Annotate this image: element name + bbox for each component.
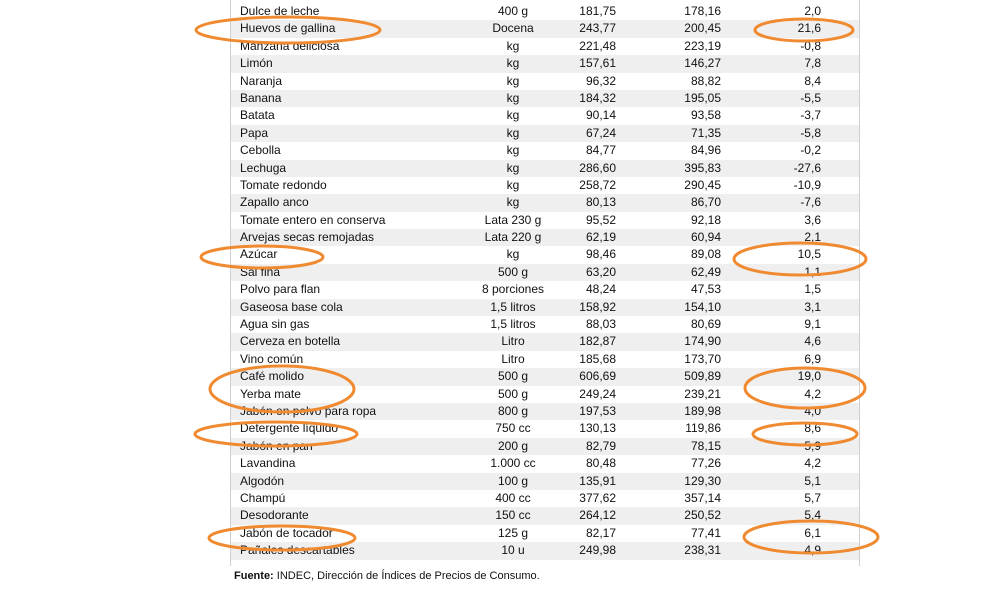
product-name-cell: Tomate redondo xyxy=(240,177,327,192)
price-previous-cell: 357,14 xyxy=(684,490,721,505)
product-name-cell: Polvo para flan xyxy=(240,282,321,297)
table-row xyxy=(231,525,859,542)
unit-cell: 500 g xyxy=(497,386,529,401)
product-name-cell: Papa xyxy=(240,125,269,140)
price-previous-cell: 250,52 xyxy=(684,508,721,523)
price-previous-cell: 154,10 xyxy=(684,299,721,314)
price-previous-cell: 77,41 xyxy=(690,525,721,540)
price-previous-cell: 89,08 xyxy=(690,247,721,262)
table-right-border xyxy=(859,0,860,566)
product-name-cell: Dulce de leche xyxy=(240,4,320,18)
variation-cell: 9,1 xyxy=(804,317,821,332)
variation-cell: -27,6 xyxy=(793,160,821,175)
table-row xyxy=(231,107,859,124)
price-previous-cell: 47,53 xyxy=(690,282,721,297)
price-previous-cell: 60,94 xyxy=(690,230,721,245)
variation-cell: -5,8 xyxy=(800,125,821,140)
price-current-cell: 90,14 xyxy=(585,108,616,123)
variation-cell: 1,5 xyxy=(804,282,821,297)
product-name-cell: Naranja xyxy=(240,73,283,88)
variation-cell: 4,6 xyxy=(804,334,821,349)
price-current-cell: 258,72 xyxy=(579,177,616,192)
price-previous-cell: 200,45 xyxy=(684,21,721,36)
variation-cell: 6,9 xyxy=(804,351,821,366)
unit-cell: 8 porciones xyxy=(481,282,545,297)
variation-cell: 4,0 xyxy=(804,403,821,418)
table-row xyxy=(231,212,859,229)
unit-cell: Docena xyxy=(492,21,534,36)
product-name-cell: Lechuga xyxy=(240,160,287,175)
product-name-cell: Desodorante xyxy=(240,508,309,523)
price-previous-cell: 223,19 xyxy=(684,38,721,53)
variation-cell: 19,0 xyxy=(797,369,821,384)
table-row xyxy=(231,438,859,455)
price-previous-cell: 189,98 xyxy=(684,403,721,418)
variation-cell: 4,2 xyxy=(804,386,821,401)
price-current-cell: 82,17 xyxy=(585,525,616,540)
price-current-cell: 98,46 xyxy=(585,247,616,262)
table-row xyxy=(231,38,859,55)
price-current-cell: 63,20 xyxy=(585,264,616,279)
unit-cell: Litro xyxy=(501,334,525,349)
product-name-cell: Cebolla xyxy=(240,143,281,158)
price-current-cell: 130,13 xyxy=(579,421,616,436)
unit-cell: kg xyxy=(506,56,520,71)
product-name-cell: Agua sin gas xyxy=(240,317,310,332)
price-current-cell: 184,32 xyxy=(579,90,616,105)
table-row xyxy=(231,455,859,472)
price-previous-cell: 93,58 xyxy=(690,108,721,123)
price-previous-cell: 395,83 xyxy=(684,160,721,175)
product-name-cell: Jabón en polvo para ropa xyxy=(240,403,377,418)
product-name-cell: Sal fina xyxy=(240,264,281,279)
variation-cell: 5,1 xyxy=(804,473,821,488)
table-row xyxy=(231,20,859,37)
unit-cell: 750 cc xyxy=(495,421,531,436)
unit-cell: 800 g xyxy=(497,403,529,418)
product-name-cell: Huevos de gallina xyxy=(240,21,336,36)
price-current-cell: 182,87 xyxy=(579,334,616,349)
price-previous-cell: 238,31 xyxy=(684,543,721,558)
price-current-cell: 606,69 xyxy=(579,369,616,384)
table-row xyxy=(231,264,859,281)
unit-cell: 1.000 cc xyxy=(490,456,536,471)
price-previous-cell: 195,05 xyxy=(684,90,721,105)
unit-cell: kg xyxy=(506,195,520,210)
table-row xyxy=(231,125,859,142)
table-row xyxy=(231,542,859,559)
unit-cell: 100 g xyxy=(497,473,529,488)
price-previous-cell: 62,49 xyxy=(690,264,721,279)
variation-cell: -7,6 xyxy=(800,195,821,210)
price-current-cell: 80,48 xyxy=(585,456,616,471)
price-previous-cell: 71,35 xyxy=(690,125,721,140)
unit-cell: 200 g xyxy=(497,438,529,453)
price-current-cell: 264,12 xyxy=(579,508,616,523)
unit-cell: 500 g xyxy=(497,369,529,384)
price-current-cell: 249,98 xyxy=(579,543,616,558)
variation-cell: 4,9 xyxy=(804,543,821,558)
table-row xyxy=(231,403,859,420)
unit-cell: 125 g xyxy=(497,525,529,540)
variation-cell: -0,8 xyxy=(800,38,821,53)
price-current-cell: 377,62 xyxy=(579,490,616,505)
unit-cell: kg xyxy=(506,38,520,53)
unit-cell: 500 g xyxy=(497,264,529,279)
price-previous-cell: 88,82 xyxy=(690,73,721,88)
unit-cell: kg xyxy=(506,160,520,175)
table-row xyxy=(231,229,859,246)
product-name-cell: Detergente líquido xyxy=(240,421,339,436)
variation-cell: 8,4 xyxy=(804,73,821,88)
price-current-cell: 67,24 xyxy=(585,125,616,140)
product-name-cell: Yerba mate xyxy=(240,386,301,401)
unit-cell: 10 u xyxy=(501,543,525,558)
price-current-cell: 158,92 xyxy=(579,299,616,314)
unit-cell: kg xyxy=(506,73,520,88)
table-row xyxy=(231,368,859,385)
price-current-cell: 157,61 xyxy=(579,56,616,71)
table-row xyxy=(231,473,859,490)
product-name-cell: Vino común xyxy=(240,351,304,366)
price-previous-cell: 78,15 xyxy=(690,438,721,453)
variation-cell: -3,7 xyxy=(800,108,821,123)
price-previous-cell: 86,70 xyxy=(690,195,721,210)
product-name-cell: Café molido xyxy=(240,369,305,384)
variation-cell: 3,6 xyxy=(804,212,821,227)
source-label: Fuente: xyxy=(234,570,274,582)
price-previous-cell: 77,26 xyxy=(690,456,721,471)
price-current-cell: 48,24 xyxy=(585,282,616,297)
price-current-cell: 286,60 xyxy=(579,160,616,175)
product-name-cell: Champú xyxy=(240,490,286,505)
price-current-cell: 185,68 xyxy=(579,351,616,366)
product-name-cell: Cerveza en botella xyxy=(240,334,341,349)
table-row xyxy=(231,281,859,298)
price-current-cell: 96,32 xyxy=(585,73,616,88)
table-row xyxy=(231,194,859,211)
unit-cell: kg xyxy=(506,125,520,140)
table-row xyxy=(231,90,859,107)
source-text: INDEC, Dirección de Índices de Precios de Consumo. xyxy=(273,570,540,582)
product-name-cell: Lavandina xyxy=(240,456,296,471)
price-previous-cell: 146,27 xyxy=(684,56,721,71)
product-name-cell: Algodón xyxy=(240,473,285,488)
table-row xyxy=(231,333,859,350)
table-row xyxy=(231,73,859,90)
price-current-cell: 95,52 xyxy=(585,212,616,227)
product-name-cell: Zapallo anco xyxy=(240,195,309,210)
table-row xyxy=(231,351,859,368)
variation-cell: 8,6 xyxy=(804,421,821,436)
variation-cell: 5,4 xyxy=(804,508,821,523)
price-previous-cell: 119,86 xyxy=(685,421,721,436)
price-current-cell: 80,13 xyxy=(585,195,616,210)
table-row xyxy=(231,490,859,507)
unit-cell: kg xyxy=(506,108,520,123)
product-name-cell: Manzana deliciosa xyxy=(240,38,340,53)
table-row xyxy=(231,246,859,263)
table-row xyxy=(231,316,859,333)
product-name-cell: Arvejas secas remojadas xyxy=(240,230,375,245)
price-current-cell: 135,91 xyxy=(579,473,616,488)
unit-cell: kg xyxy=(506,247,520,262)
variation-cell: -10,9 xyxy=(793,177,821,192)
table-row xyxy=(231,142,859,159)
product-name-cell: Jabón en pan xyxy=(240,438,313,453)
unit-cell: 150 cc xyxy=(495,508,531,523)
table-row xyxy=(231,177,859,194)
price-current-cell: 181,75 xyxy=(579,4,616,18)
variation-cell: 5,9 xyxy=(804,438,821,453)
price-table xyxy=(231,3,859,560)
variation-cell: -5,5 xyxy=(800,90,821,105)
variation-cell: 1,1 xyxy=(804,264,821,279)
price-previous-cell: 290,45 xyxy=(684,177,721,192)
table-row xyxy=(231,386,859,403)
product-name-cell: Gaseosa base cola xyxy=(240,299,343,314)
source-note xyxy=(234,570,540,582)
unit-cell: 1,5 litros xyxy=(490,317,536,332)
table-row xyxy=(231,299,859,316)
unit-cell: kg xyxy=(506,143,520,158)
product-name-cell: Pañales descartables xyxy=(240,543,355,558)
price-previous-cell: 239,21 xyxy=(684,386,721,401)
price-previous-cell: 173,70 xyxy=(684,351,721,366)
price-current-cell: 88,03 xyxy=(585,317,616,332)
product-name-cell: Batata xyxy=(240,108,275,123)
variation-cell: 4,2 xyxy=(804,456,821,471)
variation-cell: 2,1 xyxy=(804,230,821,245)
unit-cell: Lata 220 g xyxy=(484,230,542,245)
table-row xyxy=(231,507,859,524)
price-previous-cell: 92,18 xyxy=(690,212,721,227)
unit-cell: 400 g xyxy=(497,4,529,18)
product-name-cell: Banana xyxy=(240,90,282,105)
variation-cell: 2,0 xyxy=(804,4,821,18)
variation-cell: 10,5 xyxy=(797,247,821,262)
variation-cell: -0,2 xyxy=(800,143,821,158)
variation-cell: 6,1 xyxy=(804,525,821,540)
unit-cell: 400 cc xyxy=(495,490,531,505)
price-previous-cell: 129,30 xyxy=(684,473,721,488)
price-current-cell: 82,79 xyxy=(585,438,616,453)
variation-cell: 3,1 xyxy=(804,299,821,314)
variation-cell: 7,8 xyxy=(804,56,821,71)
variation-cell: 21,6 xyxy=(797,21,821,36)
price-previous-cell: 509,89 xyxy=(684,369,721,384)
table-row xyxy=(231,420,859,437)
price-previous-cell: 178,16 xyxy=(684,4,721,18)
price-previous-cell: 174,90 xyxy=(684,334,721,349)
unit-cell: Litro xyxy=(501,351,525,366)
variation-cell: 5,7 xyxy=(804,490,821,505)
table-row xyxy=(231,160,859,177)
product-name-cell: Tomate entero en conserva xyxy=(240,212,386,227)
price-current-cell: 62,19 xyxy=(585,230,616,245)
unit-cell: kg xyxy=(506,90,520,105)
table-row xyxy=(231,3,859,20)
price-current-cell: 243,77 xyxy=(579,21,616,36)
price-current-cell: 249,24 xyxy=(579,386,616,401)
unit-cell: 1,5 litros xyxy=(490,299,536,314)
unit-cell: kg xyxy=(506,177,520,192)
unit-cell: Lata 230 g xyxy=(484,212,542,227)
product-name-cell: Jabón de tocador xyxy=(240,525,333,540)
price-current-cell: 84,77 xyxy=(585,143,616,158)
product-name-cell: Limón xyxy=(240,56,273,71)
price-previous-cell: 80,69 xyxy=(690,317,721,332)
price-current-cell: 197,53 xyxy=(579,403,616,418)
price-previous-cell: 84,96 xyxy=(690,143,721,158)
price-current-cell: 221,48 xyxy=(579,38,616,53)
product-name-cell: Azúcar xyxy=(240,247,278,262)
table-row xyxy=(231,55,859,72)
